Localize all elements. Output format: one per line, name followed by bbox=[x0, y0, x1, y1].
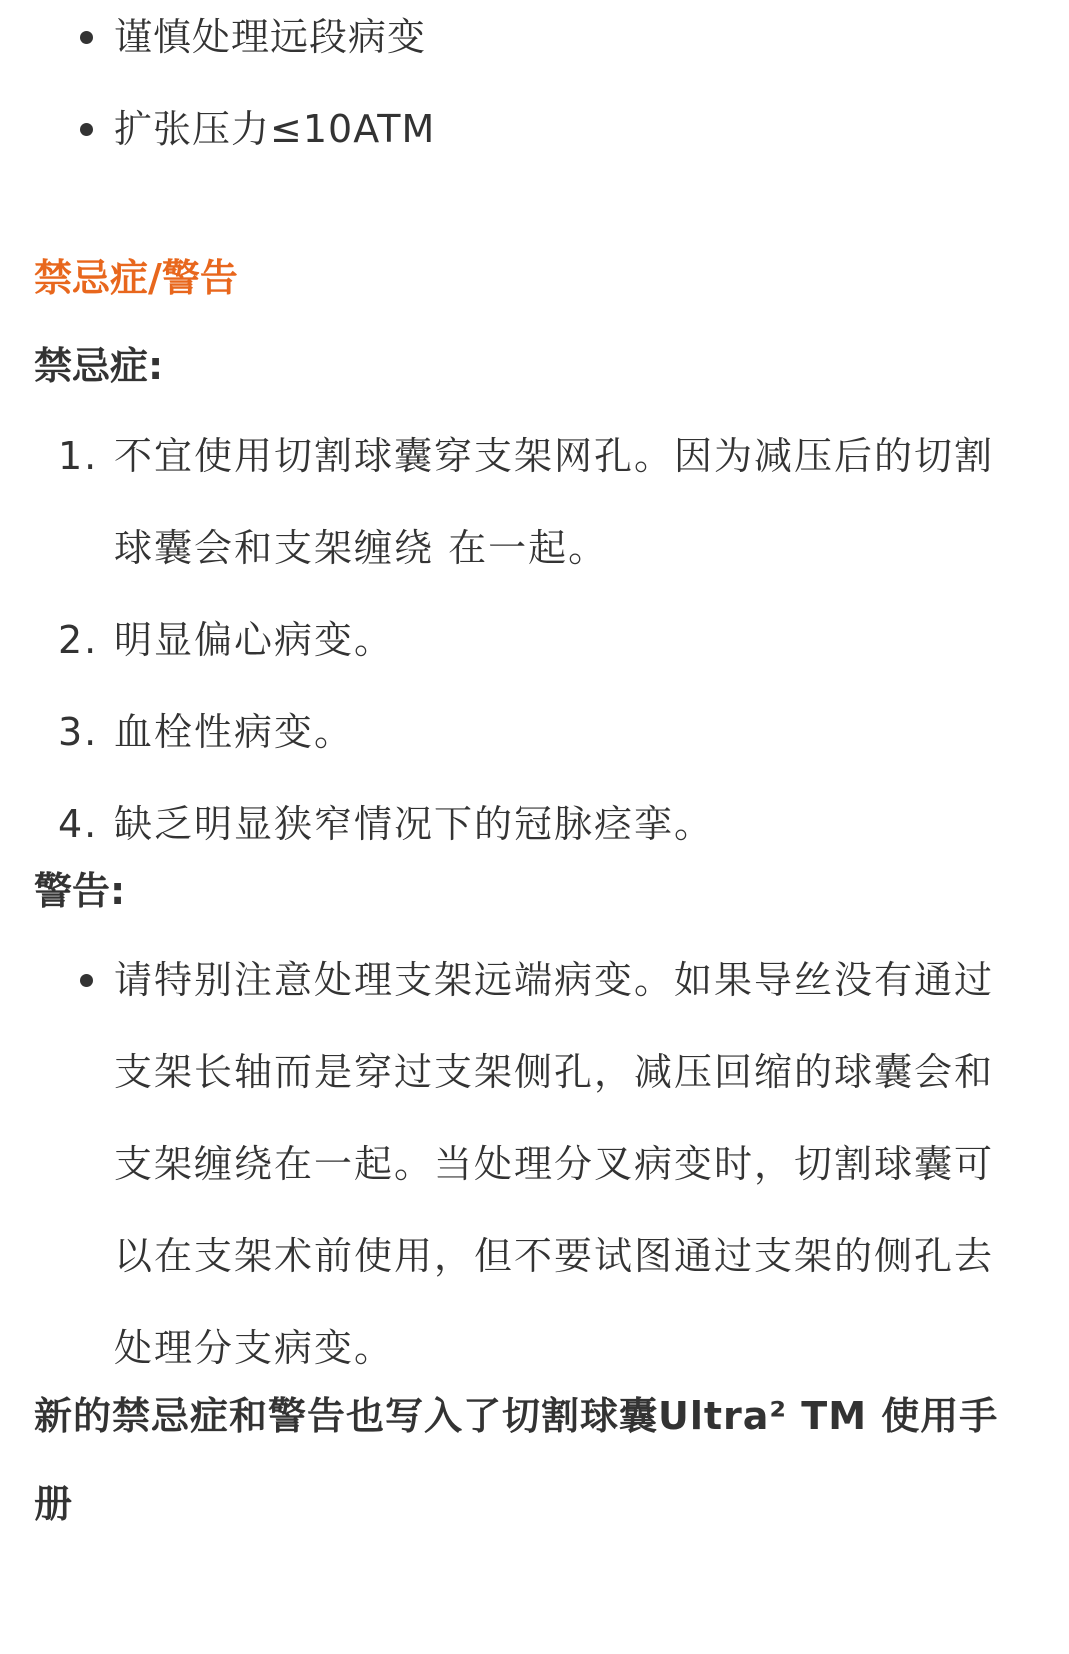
list-marker: 3. bbox=[58, 710, 99, 754]
intro-bullet-list bbox=[0, 0, 1069, 175]
list-item bbox=[0, 778, 1069, 870]
list-item bbox=[0, 934, 1069, 1394]
list-item bbox=[0, 0, 1069, 83]
list-item-text: 血栓性病变。 bbox=[114, 710, 355, 754]
warnings-heading: 警告: bbox=[34, 869, 126, 913]
list-item bbox=[0, 686, 1069, 778]
closing-paragraph: 新的禁忌症和警告也写入了切割球囊Ultra² TM 使用手册 bbox=[34, 1394, 999, 1526]
bullet-dot-icon bbox=[80, 31, 93, 44]
list-item-text: 谨慎处理远段病变 bbox=[114, 15, 427, 59]
bullet-dot-icon bbox=[80, 123, 93, 136]
list-marker: 2. bbox=[58, 618, 99, 662]
list-marker: 1. bbox=[58, 434, 99, 478]
contraindications-list bbox=[0, 410, 1069, 870]
list-item-text: 扩张压力≤10ATM bbox=[114, 107, 436, 151]
contraindications-heading: 禁忌症: bbox=[34, 344, 164, 388]
list-item bbox=[0, 83, 1069, 175]
warnings-list bbox=[0, 934, 1069, 1394]
list-item-text: 不宜使用切割球囊穿支架网孔。因为减压后的切割球囊会和支架缠绕 在一起。 bbox=[114, 434, 995, 570]
list-item bbox=[0, 594, 1069, 686]
list-marker: 4. bbox=[58, 802, 99, 846]
list-item bbox=[0, 410, 1069, 594]
bullet-dot-icon bbox=[80, 974, 93, 987]
section-title: 禁忌症/警告 bbox=[34, 256, 238, 300]
list-item-text: 请特别注意处理支架远端病变。如果导丝没有通过支架长轴而是穿过支架侧孔，减压回缩的球囊会和支架缠绕在一起。当处理分叉病变时，切割球囊可以在支架术前使用，但不要试图通过支架的侧孔去处理分支病变。 bbox=[114, 958, 995, 1370]
list-item-text: 缺乏明显狭窄情况下的冠脉痉挛。 bbox=[114, 802, 715, 846]
list-item-text: 明显偏心病变。 bbox=[114, 618, 395, 662]
